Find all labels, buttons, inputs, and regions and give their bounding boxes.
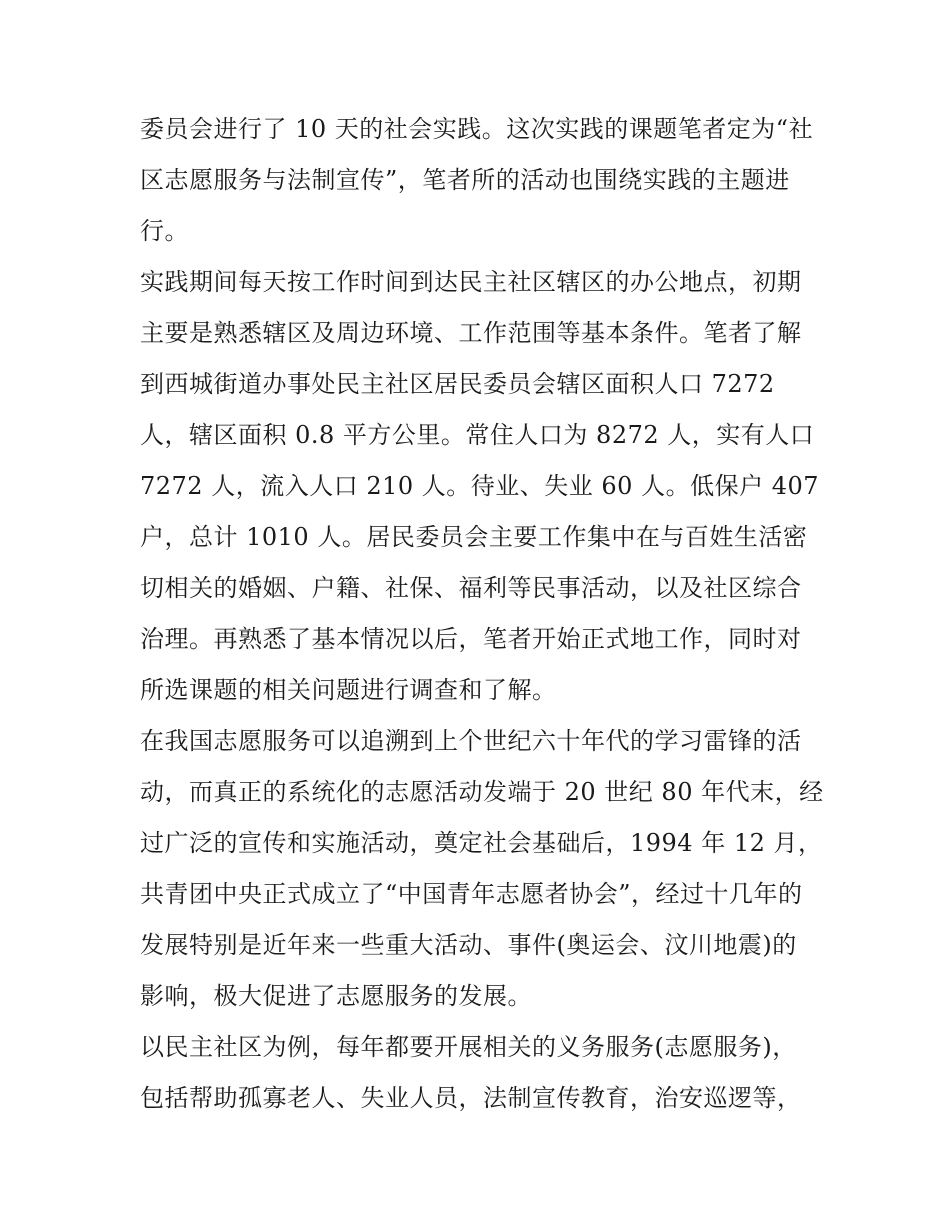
text-line: 到西城街道办事处民主社区居民委员会辖区面积人口 7272	[140, 370, 775, 398]
text-line: 治理。再熟悉了基本情况以后，笔者开始正式地工作，同时对	[140, 625, 802, 653]
text-line: 过广泛的宣传和实施活动，奠定社会基础后，1994 年 12 月，	[140, 829, 823, 857]
text-line: 实践期间每天按工作时间到达民主社区辖区的办公地点，初期	[140, 268, 802, 296]
text-line: 发展特别是近年来一些重大活动、事件(奥运会、汶川地震)的	[140, 931, 797, 959]
text-line: 共青团中央正式成立了“中国青年志愿者协会”，经过十几年的	[140, 880, 803, 908]
text-line: 户，总计 1010 人。居民委员会主要工作集中在与百姓生活密	[140, 523, 808, 551]
text-line: 切相关的婚姻、户籍、社保、福利等民事活动，以及社区综合	[140, 574, 802, 602]
text-line: 以民主社区为例，每年都要开展相关的义务服务(志愿服务)，	[140, 1033, 797, 1061]
text-line: 7272 人，流入人口 210 人。待业、失业 60 人。低保户 407	[140, 472, 820, 500]
text-line: 主要是熟悉辖区及周边环境、工作范围等基本条件。笔者了解	[140, 319, 802, 347]
text-line: 影响，极大促进了志愿服务的发展。	[140, 982, 532, 1010]
body-text	[140, 104, 824, 1124]
text-line: 委员会进行了 10 天的社会实践。这次实践的课题笔者定为“社	[140, 115, 814, 143]
text-line: 在我国志愿服务可以追溯到上个世纪六十年代的学习雷锋的活	[140, 727, 802, 755]
text-line: 行。	[140, 217, 189, 245]
text-line: 包括帮助孤寡老人、失业人员，法制宣传教育，治安巡逻等，	[140, 1084, 802, 1112]
text-line: 所选课题的相关问题进行调查和了解。	[140, 676, 557, 704]
text-line: 区志愿服务与法制宣传”，笔者所的活动也围绕实践的主题进	[140, 166, 790, 194]
text-line: 人，辖区面积 0.8 平方公里。常住人口为 8272 人，实有人口	[140, 421, 815, 449]
text-line: 动，而真正的系统化的志愿活动发端于 20 世纪 80 年代末，经	[140, 778, 824, 806]
